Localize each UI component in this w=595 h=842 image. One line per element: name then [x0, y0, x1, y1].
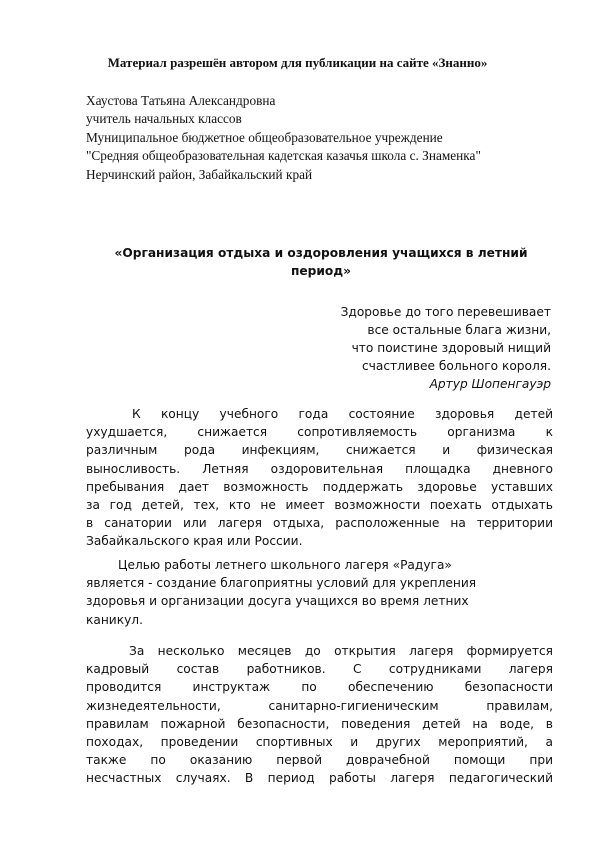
author-region: Нерчинский район, Забайкальский край [86, 166, 313, 182]
paragraph-line: несчастных случаях. В период работы лагеря педагогический [86, 771, 553, 786]
paragraph-line: здоровья и организации досуга учащихся во время летних [86, 594, 469, 609]
title-line-1: «Организация отдыха и оздоровления учащихся в летний [114, 246, 528, 260]
paragraph-line: За несколько месяцев до открытия лагеря формируется [129, 644, 553, 658]
paragraph-line: жизнедеятельности, санитарно-гигиеническим правилам, [86, 698, 553, 713]
epigraph-line: счастливее больного короля. [361, 359, 551, 373]
author-block [86, 92, 546, 184]
paragraph-line: также по оказанию первой доврачебной помощи при [86, 753, 553, 768]
paragraph-line: каникул. [86, 612, 143, 627]
paragraph-line: проводится инструктаж по обеспечению безопасности [86, 680, 553, 695]
paragraph-3 [86, 642, 553, 788]
paragraph-line: за год детей, тех, кто не имеет возможности поехать отдыхать [86, 498, 553, 513]
paragraph-line: Забайкальского края или России. [86, 534, 303, 549]
paragraph-line: пребывания дает возможность поддержать здоровье уставших [86, 479, 553, 494]
paragraph-line: правилам пожарной безопасности, поведения детей на воде, в [86, 716, 553, 731]
paragraph-line: Целью работы летнего школьного лагеря «Радуга» [118, 558, 452, 572]
epigraph-line: Здоровье до того перевешивает [340, 305, 551, 319]
organization-line-2: "Средняя общеобразовательная кадетская казачья школа с. Знаменка" [86, 148, 481, 164]
title-line-2: период» [290, 263, 352, 278]
paragraph-line: кадровый состав работников. С сотрудниками лагеря [86, 662, 553, 677]
publication-notice: Материал разрешён автором для публикации на сайте «Знанно» [107, 55, 488, 70]
epigraph-line: что поистине здоровый нищий [351, 341, 551, 355]
paragraph-line: К концу учебного года состояние здоровья детей [132, 407, 553, 421]
paragraph-line: походах, проведении спортивных и других мероприятий, а [86, 735, 553, 750]
paragraph-line: ухудшается, снижается сопротивляемость организма к [86, 425, 553, 440]
epigraph-line: все остальные блага жизни, [367, 323, 551, 337]
paragraph-line: является - создание благоприятны условий для укрепления [86, 576, 477, 591]
epigraph [280, 303, 551, 393]
paragraph-2 [86, 556, 553, 629]
paragraph-1 [86, 405, 553, 551]
epigraph-author: Артур Шопенгауэр [429, 377, 551, 391]
paragraph-line: различным рода инфекциям, снижается и физическая [86, 443, 553, 458]
author-name: Хаустова Татьяна Александровна [86, 93, 276, 108]
article-title [86, 245, 556, 280]
paragraph-line: выносливость. Летняя оздоровительная площадка дневного [86, 461, 553, 476]
organization-line-1: Муниципальное бюджетное общеобразовательное учреждение [86, 129, 443, 145]
author-position: учитель начальных классов [86, 111, 242, 127]
paragraph-line: в санатории или лагеря отдыха, расположенные на территории [86, 516, 553, 531]
